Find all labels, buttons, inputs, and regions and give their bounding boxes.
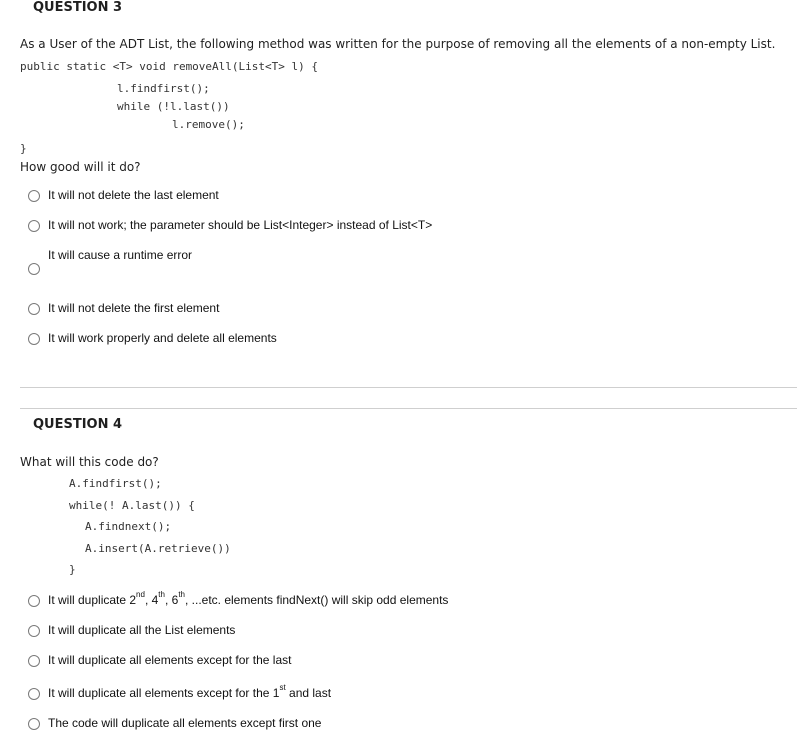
divider (20, 387, 797, 388)
code-line: while (!l.last()) (117, 100, 230, 113)
question-3-question: How good will it do? (20, 160, 141, 174)
answer-option[interactable] (0, 185, 797, 207)
radio-button[interactable] (28, 303, 40, 315)
answer-option[interactable] (0, 328, 797, 350)
option-label: It will duplicate all the List elements (48, 623, 236, 637)
code-line: } (20, 142, 27, 155)
code-line: A.findfirst(); (69, 477, 162, 490)
option-label: It will work properly and delete all elements (48, 331, 277, 345)
radio-button[interactable] (28, 263, 40, 275)
question-3-title: QUESTION 3 (33, 0, 123, 15)
option-label: It will not work; the parameter should be List<Integer> instead of List<T> (48, 218, 433, 232)
answer-option[interactable] (0, 245, 797, 279)
option-label: It will duplicate 2nd, 4th, 6th, ...etc. elements findNext() will skip odd elements (48, 590, 449, 607)
divider (20, 408, 797, 409)
code-line: public static <T> void removeAll(List<T> l) { (20, 60, 319, 73)
radio-button[interactable] (28, 655, 40, 667)
radio-button[interactable] (28, 220, 40, 232)
code-line: l.findfirst(); (117, 82, 210, 95)
answer-option[interactable] (0, 620, 797, 642)
code-line: } (69, 563, 76, 576)
radio-button[interactable] (28, 190, 40, 202)
option-label: It will not delete the first element (48, 301, 220, 315)
option-label: It will cause a runtime error (48, 248, 193, 262)
radio-button[interactable] (28, 625, 40, 637)
answer-option[interactable] (0, 590, 797, 612)
radio-button[interactable] (28, 688, 40, 700)
code-line: while(! A.last()) { (69, 499, 195, 512)
answer-option[interactable] (0, 713, 797, 735)
radio-button[interactable] (28, 333, 40, 345)
option-label: The code will duplicate all elements except first one (48, 716, 322, 730)
answer-option[interactable] (0, 298, 797, 320)
question-4-question: What will this code do? (20, 455, 159, 469)
question-4-title: QUESTION 4 (33, 417, 123, 432)
code-line: A.findnext(); (85, 520, 172, 533)
radio-button[interactable] (28, 718, 40, 730)
option-label: It will not delete the last element (48, 188, 219, 202)
answer-option[interactable] (0, 683, 797, 705)
question-3-prompt: As a User of the ADT List, the following method was written for the purpose of removing all the elements of a non-empty List. (20, 37, 776, 51)
code-line: A.insert(A.retrieve()) (85, 542, 231, 555)
radio-button[interactable] (28, 595, 40, 607)
answer-option[interactable] (0, 650, 797, 672)
answer-option[interactable] (0, 215, 797, 237)
code-line: l.remove(); (172, 118, 245, 131)
option-label: It will duplicate all elements except for the 1st and last (48, 683, 332, 700)
option-label: It will duplicate all elements except for the last (48, 653, 292, 667)
